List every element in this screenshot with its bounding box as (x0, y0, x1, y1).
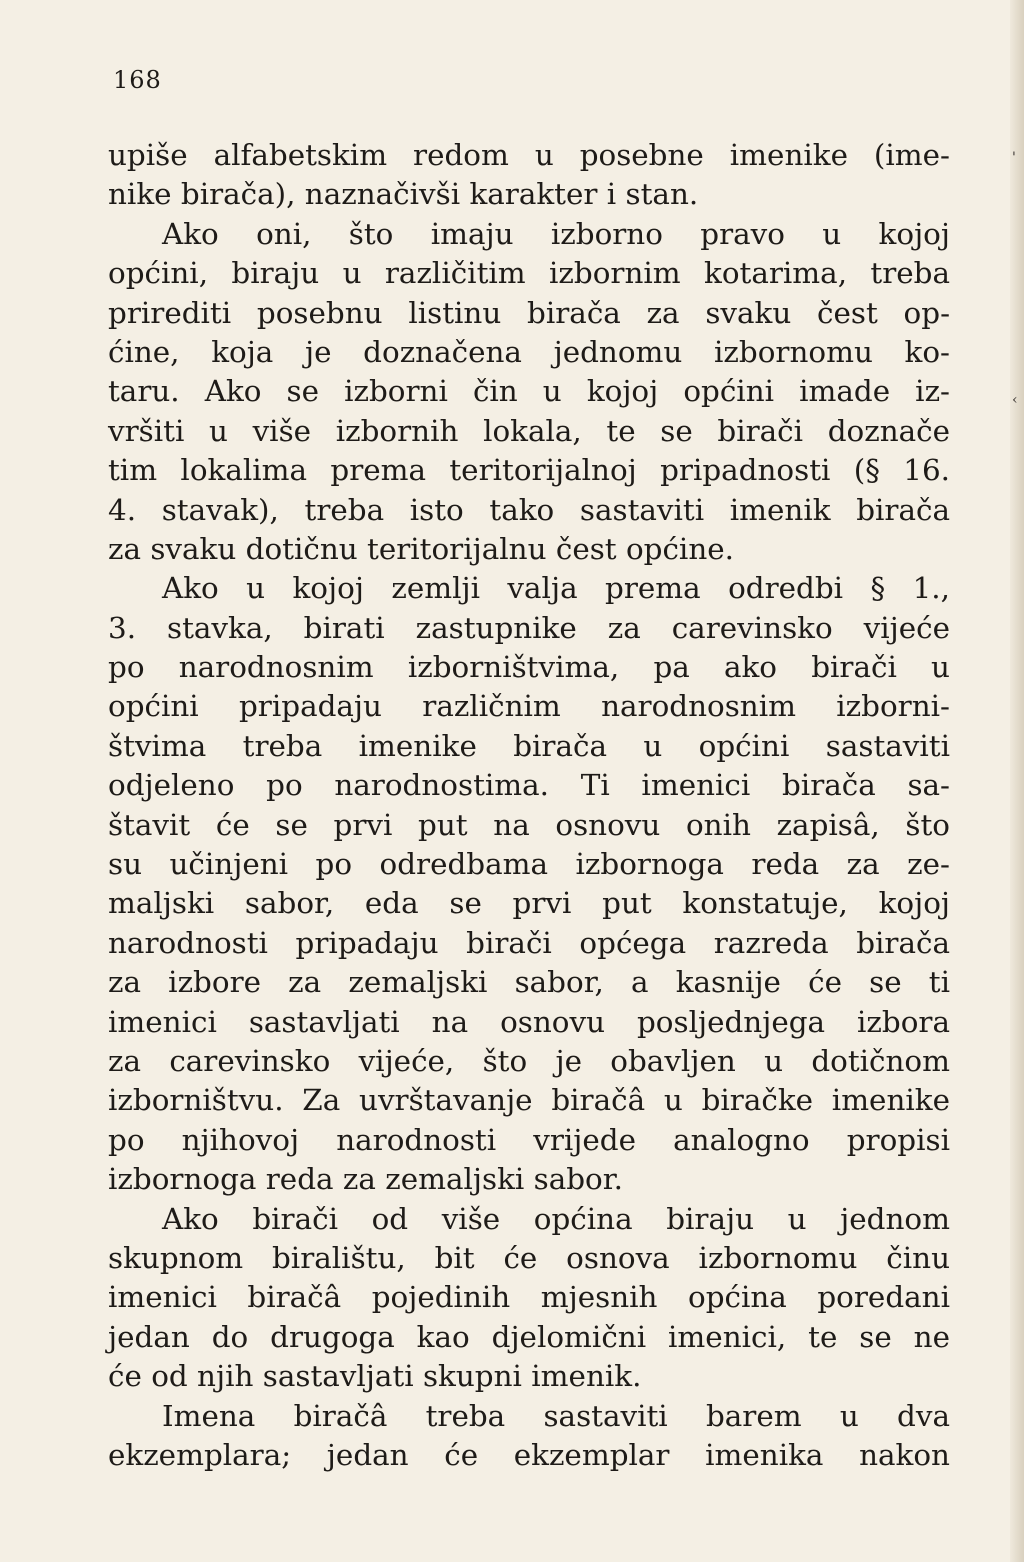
text-line: prirediti posebnu listinu birača za svaku čest op- (108, 295, 950, 330)
margin-mark: ' (1012, 150, 1016, 166)
text-line: upiše alfabetskim redom u posebne imenike (ime- (108, 138, 950, 172)
text-line: ćine, koja je doznačena jednomu izbornomu ko- (108, 334, 950, 369)
text-line: taru. Ako se izborni čin u kojoj općini imade iz- (108, 374, 950, 409)
text-line: 4. stavak), treba isto tako sastaviti imenik birača (108, 492, 950, 527)
text-line: po narodnosnim izborništvima, pa ako birači u (108, 650, 950, 685)
text-line: nike birača), naznačivši karakter i stan. (108, 177, 699, 212)
text-line: Ako birači od više općina biraju u jednom (162, 1201, 950, 1236)
text-line: odjeleno po narodnostima. Ti imenici birača sa- (108, 768, 950, 803)
text-line: imenici biračâ pojedinih mjesnih općina poredani (108, 1280, 950, 1315)
text-line: imenici sastavljati na osnovu posljednjega izbora (108, 1004, 950, 1039)
text-line: izbornoga reda za zemaljski sabor. (108, 1162, 623, 1197)
text-line: vršiti u više izbornih lokala, te se birači doznače (108, 413, 950, 448)
text-line: tim lokalima prema teritorijalnoj pripadnosti (§ 16. (108, 453, 950, 488)
text-line: jedan do drugoga kao djelomični imenici, te se ne (108, 1319, 950, 1354)
text-line: štvima treba imenike birača u općini sastaviti (108, 728, 950, 763)
body-text (108, 136, 950, 1475)
text-line: općini, biraju u različitim izbornim kotarima, treba (108, 256, 950, 291)
text-line: za izbore za zemaljski sabor, a kasnije će se ti (108, 965, 950, 1000)
text-line: štavit će se prvi put na osnovu onih zapisâ, što (108, 807, 950, 842)
text-line: po njihovoj narodnosti vrijede analogno propisi (108, 1122, 950, 1157)
page-edge (1010, 0, 1024, 1562)
text-line: su učinjeni po odredbama izbornoga reda za ze- (108, 847, 950, 882)
text-line: općini pripadaju različnim narodnosnim izborni- (108, 689, 950, 724)
text-line: Ako oni, što imaju izborno pravo u kojoj (162, 216, 950, 251)
text-line: će od njih sastavljati skupni imenik. (108, 1359, 642, 1394)
text-line: maljski sabor, eda se prvi put konstatuje, kojoj (108, 886, 950, 921)
text-line: 3. stavka, birati zastupnike za carevinsko vijeće (108, 610, 950, 645)
margin-mark: ‹ (1012, 392, 1018, 408)
text-line: za svaku dotičnu teritorijalnu čest općine. (108, 531, 734, 566)
text-line: ekzemplara; jedan će ekzemplar imenika nakon (108, 1437, 950, 1472)
text-line: za carevinsko vijeće, što je obavljen u dotičnom (108, 1043, 950, 1078)
text-line: skupnom biralištu, bit će osnova izbornomu činu (108, 1240, 950, 1275)
page-number: 168 (113, 66, 162, 94)
text-line: Ako u kojoj zemlji valja prema odredbi § 1., (162, 571, 950, 606)
text-line: narodnosti pripadaju birači općega razreda birača (108, 925, 950, 960)
text-line: izborništvu. Za uvrštavanje biračâ u biračke imenike (108, 1083, 950, 1118)
text-line: Imena biračâ treba sastaviti barem u dva (162, 1398, 950, 1433)
